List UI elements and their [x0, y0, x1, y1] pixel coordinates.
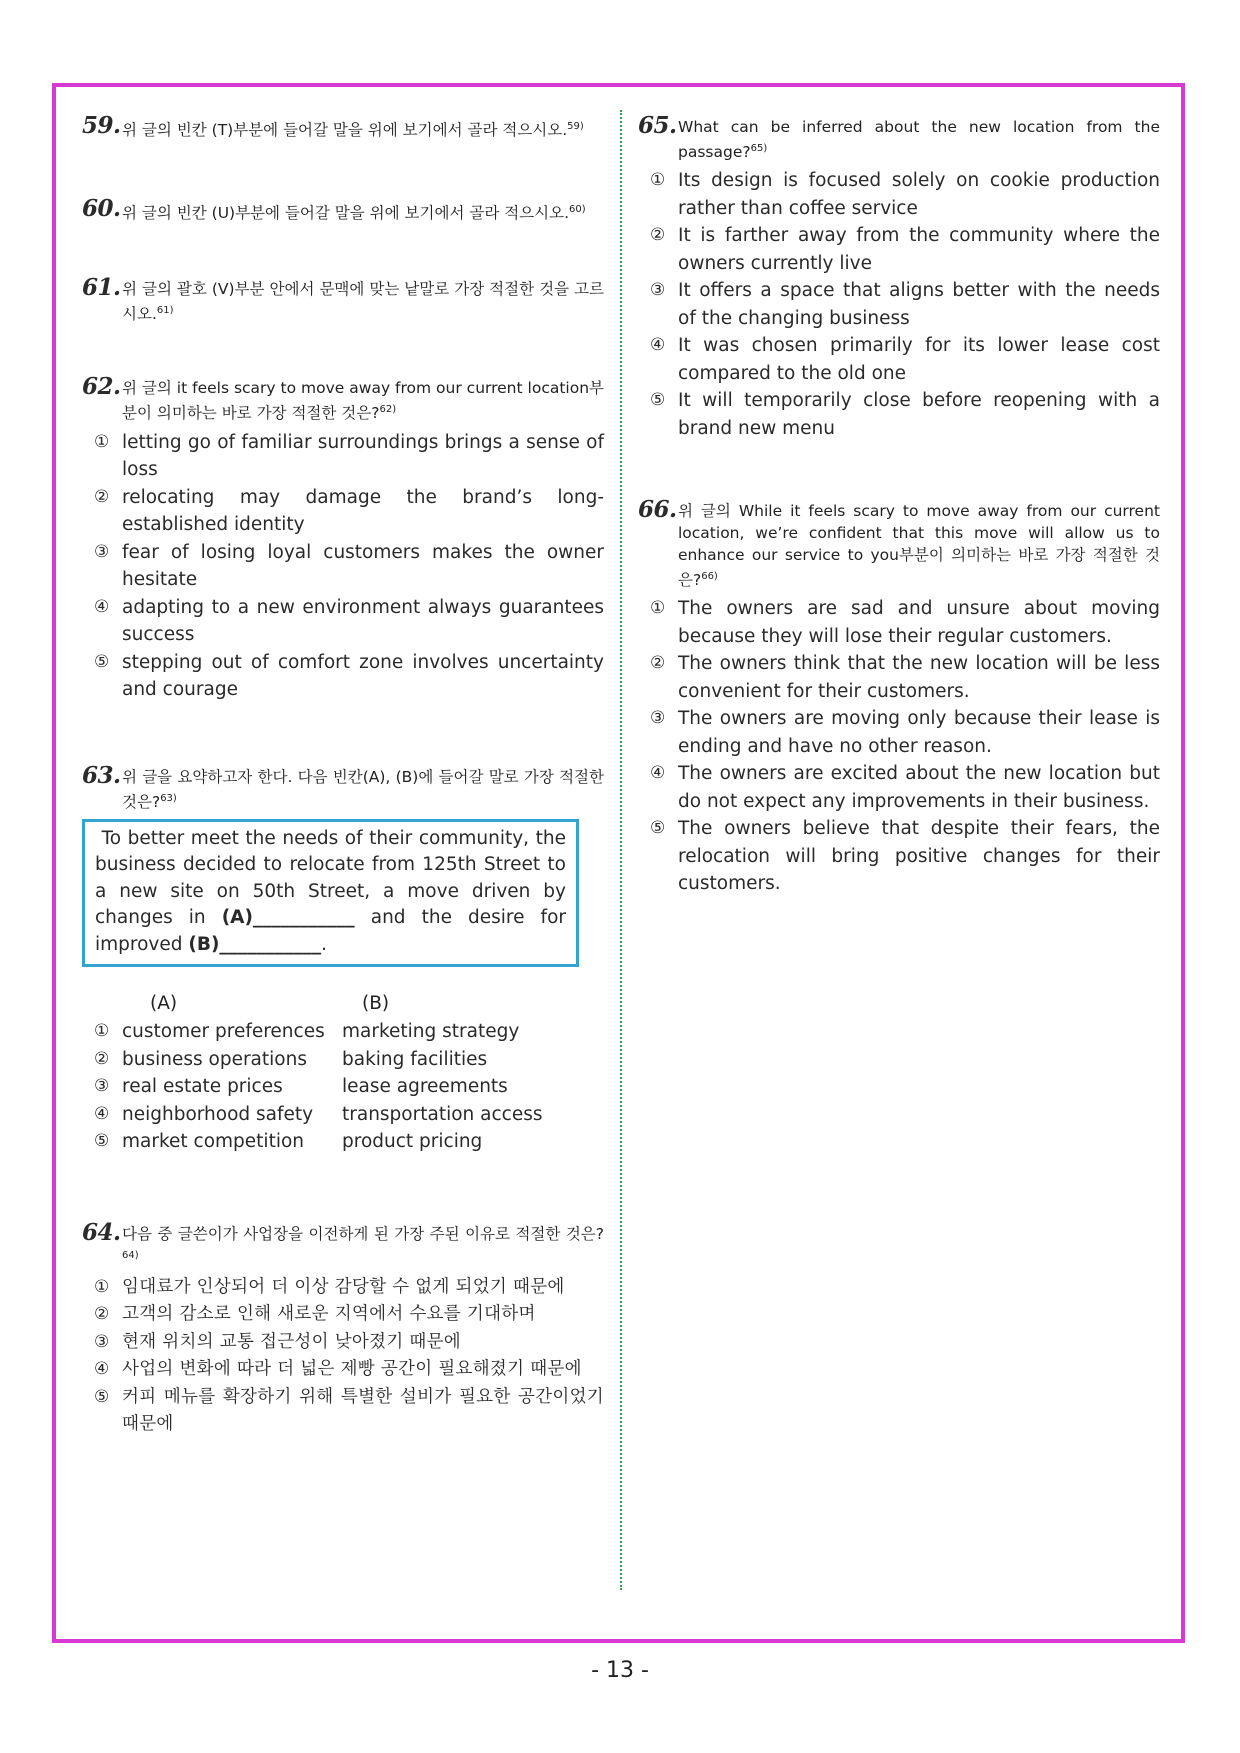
q66-options	[638, 595, 1160, 898]
option-4[interactable]: ④ The owners are excited about the new location but do not expect any improvements in their business.	[650, 763, 1160, 812]
option-4[interactable]: ④ 사업의 변화에 따라 더 넓은 제빵 공간이 필요해졌기 때문에	[94, 1359, 582, 1380]
right-column	[638, 112, 1160, 898]
footnote-ref: 66)	[701, 571, 718, 583]
question-59	[82, 112, 604, 141]
option-5[interactable]: ⑤ stepping out of comfort zone involves uncertainty and courage	[94, 651, 604, 701]
question-stem: 다음 중 글쓴이가 사업장을 이전하게 된 가장 주된 이유로 적절한 것은?$^{64)}$	[122, 1224, 604, 1261]
q64-options	[82, 1274, 604, 1439]
option-5[interactable]: ⑤ 커피 메뉴를 확장하기 위해 특별한 설비가 필요한 공간이었기 때문에	[94, 1386, 604, 1435]
footnote-ref: 62)	[379, 404, 397, 416]
question-number: 60.	[82, 195, 121, 223]
option-3[interactable]: ③ real estate prices lease agreements	[94, 1076, 508, 1098]
footnote-ref: 64)	[122, 1249, 139, 1261]
question-stem: 위 글을 요약하고자 한다. 다음 빈칸(A), (B)에 들어갈 말로 가장 적절한 것은?$^{63)}$	[122, 767, 604, 811]
q65-options	[638, 167, 1160, 442]
option-3[interactable]: ③ 현재 위치의 교통 접근성이 낮아졌기 때문에	[94, 1331, 462, 1352]
question-number: 61.	[82, 274, 121, 302]
option-2[interactable]: ② 고객의 감소로 인해 새로운 지역에서 수요를 기대하며	[94, 1304, 536, 1325]
page-number: - 13 -	[591, 1658, 649, 1683]
option-3[interactable]: ③ fear of losing loyal customers makes the owner hesitate	[94, 541, 604, 591]
question-stem: 위 글의 빈칸 (U)부분에 들어갈 말을 위에 보기에서 골라 적으시오.$^{60)}$	[122, 204, 586, 223]
footnote-ref: 65)	[750, 143, 768, 154]
question-61	[82, 274, 604, 325]
q62-options	[82, 429, 604, 704]
option-2[interactable]: ② business operations baking facilities	[94, 1048, 488, 1070]
question-number: 65.	[638, 112, 677, 139]
summary-box: To better meet the needs of their community, the business decided to relocate from 125th Street to a new site on 50th Street, a move driven by changes in (A)___________ and the desire for improved (B)___________.	[82, 819, 579, 968]
option-2[interactable]: ② The owners think that the new location will be less convenient for their customers.	[650, 653, 1160, 702]
option-1[interactable]: ① The owners are sad and unsure about moving because they will lose their regular customers.	[650, 598, 1160, 647]
option-4[interactable]: ④ It was chosen primarily for its lower lease cost compared to the old one	[650, 335, 1160, 384]
question-64	[82, 1218, 604, 1270]
blank-b: (B)___________	[188, 933, 322, 955]
option-5[interactable]: ⑤ market competition product pricing	[94, 1131, 483, 1153]
footnote-ref: 63)	[160, 792, 177, 804]
option-3[interactable]: ③ It offers a space that aligns better with the needs of the changing business	[650, 280, 1160, 329]
question-stem: 위 글의 While it feels scary to move away from our current location, we’re confident that this move will allow us to enhance our service to you부분이 의미하는 바로 가장 적절한 것은?$^{66)}$	[678, 502, 1160, 590]
option-4[interactable]: ④ neighborhood safety transportation access	[94, 1103, 543, 1125]
blank-a: (A)___________	[221, 907, 355, 929]
left-column	[82, 112, 604, 1439]
option-3[interactable]: ③ The owners are moving only because their lease is ending and have no other reason.	[650, 708, 1160, 757]
question-number: 64.	[82, 1218, 121, 1246]
question-number: 62.	[82, 373, 121, 401]
option-5[interactable]: ⑤ It will temporarily close before reopening with a brand new menu	[650, 390, 1160, 439]
question-63	[82, 761, 604, 813]
column-divider	[620, 110, 622, 1590]
question-66	[638, 496, 1160, 591]
option-2[interactable]: ② relocating may damage the brand’s long-established identity	[94, 486, 604, 536]
question-60	[82, 195, 604, 224]
question-number: 63.	[82, 761, 121, 789]
footnote-ref: 59)	[567, 121, 584, 132]
question-stem: What can be inferred about the new location from the passage?$^{65)}$	[678, 118, 1160, 162]
question-stem: 위 글의 it feels scary to move away from our current location부분이 의미하는 바로 가장 적절한 것은?$^{62)}$	[122, 379, 604, 423]
question-number: 59.	[82, 112, 121, 139]
option-1[interactable]: ① customer preferences marketing strategy	[94, 1021, 520, 1043]
footnote-ref: 60)	[569, 204, 586, 216]
option-4[interactable]: ④ adapting to a new environment always guarantees success	[94, 596, 604, 646]
option-1[interactable]: ① Its design is focused solely on cookie production rather than coffee service	[650, 170, 1160, 219]
option-2[interactable]: ② It is farther away from the community where the owners currently live	[650, 225, 1160, 274]
option-1[interactable]: ① letting go of familiar surroundings brings a sense of loss	[94, 431, 604, 481]
ab-header: (A) (B)	[150, 993, 390, 1015]
footnote-ref: 61)	[156, 305, 174, 317]
option-1[interactable]: ① 임대료가 인상되어 더 이상 감당할 수 없게 되었기 때문에	[94, 1276, 565, 1297]
question-stem: 위 글의 괄호 (V)부분 안에서 문맥에 맞는 낱말로 가장 적절한 것을 고르시오.$^{61)}$	[122, 280, 604, 324]
question-65	[638, 112, 1160, 163]
option-5[interactable]: ⑤ The owners believe that despite their fears, the relocation will bring positive changes for their customers.	[650, 818, 1160, 895]
question-number: 66.	[638, 496, 677, 524]
q63-options	[82, 1021, 604, 1159]
question-stem: 위 글의 빈칸 (T)부분에 들어갈 말을 위에 보기에서 골라 적으시오.$^{59)}$	[122, 121, 584, 140]
question-62	[82, 373, 604, 424]
